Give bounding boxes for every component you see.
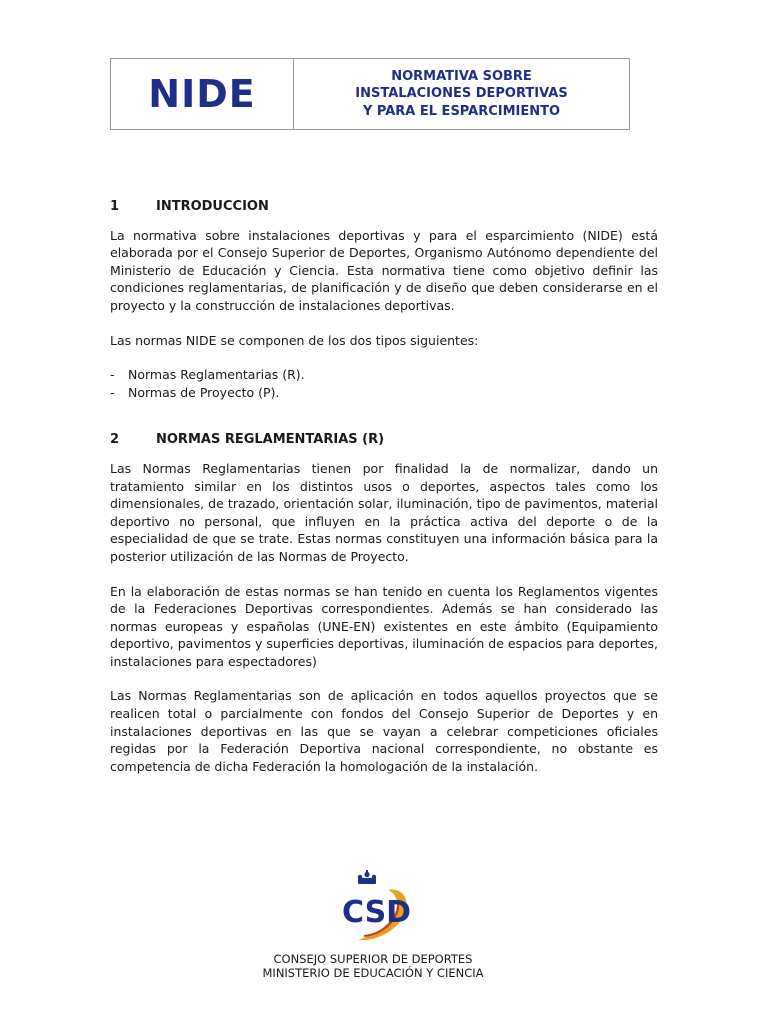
list-item-text: Normas Reglamentarias (R).: [128, 367, 305, 383]
paragraph: Las normas NIDE se componen de los dos tipos siguientes:: [110, 332, 479, 348]
paragraph: Las Normas Reglamentarias tienen por finalidad la de normalizar, dando un tratamiento similar en los distintos usos o deportes, aspectos tales como los dimensionales, de trazado, orientación solar, iluminación, tipo de pavimentos, material deportivo no personal, que influyen en la práctica activa del deporte o de la especialidad de que se trate. Estas normas constituyen una información básica para la posterior utilización de las Normas de Proyecto.: [110, 460, 658, 564]
section-title: INTRODUCCION: [156, 199, 269, 214]
section-number: 1: [110, 199, 120, 214]
crown-icon: [358, 870, 376, 884]
section-heading-introduccion: [110, 198, 658, 216]
csd-logo: [328, 870, 418, 950]
list-item: - Normas de Proyecto (P).: [110, 384, 280, 400]
list-item-text: Normas de Proyecto (P).: [128, 384, 280, 400]
paragraph: Las Normas Reglamentarias son de aplicación en todos aquellos proyectos que se realicen total o parcialmente con fondos del Consejo Superior de Deportes y en instalaciones deportivas en las que se vayan a celebrar competiciones oficiales regidas por la Federación Deportiva nacional correspondiente, no obstante es competencia de dicha Federación la homologación de la instalación.: [110, 688, 658, 774]
title-line: INSTALACIONES DEPORTIVAS: [355, 86, 568, 102]
section-heading-normas-reglamentarias: [110, 431, 658, 449]
section-title: NORMAS REGLAMENTARIAS (R): [156, 432, 385, 448]
title-line: NORMATIVA SOBRE: [391, 68, 532, 84]
list-item: - Normas Reglamentarias (R).: [110, 367, 305, 383]
footer-line: CONSEJO SUPERIOR DE DEPORTES: [273, 952, 473, 966]
nide-logo: NIDE: [111, 59, 294, 129]
section-number: 2: [110, 432, 120, 448]
footer-line: MINISTERIO DE EDUCACIÓN Y CIENCIA: [262, 966, 484, 980]
document-header: [110, 58, 630, 130]
norm-types-list: [110, 366, 658, 401]
document-title: [294, 59, 629, 129]
footer: [210, 870, 536, 980]
document-body: [110, 198, 658, 792]
paragraph: La normativa sobre instalaciones deportivas y para el esparcimiento (NIDE) está elaborada por el Consejo Superior de Deportes, Organismo Autónomo dependiente del Ministerio de Educación y Ciencia. Esta normativa tiene como objetivo definir las condiciones reglamentarias, de planificación y de diseño que deben considerarse en el proyecto y la construcción de instalaciones deportivas.: [110, 227, 658, 313]
paragraph: En la elaboración de estas normas se han tenido en cuenta los Reglamentos vigentes de la Federaciones Deportivas correspondientes. Además se han considerado las normas europeas y españolas (UNE-EN) existentes en este ámbito (Equipamiento deportivo, pavimentos y superficies deportivas, iluminación de espacios para deportes, instalaciones para espectadores): [110, 583, 658, 669]
csd-logo-text: CSD: [342, 895, 412, 930]
title-line: Y PARA EL ESPARCIMIENTO: [362, 103, 561, 119]
